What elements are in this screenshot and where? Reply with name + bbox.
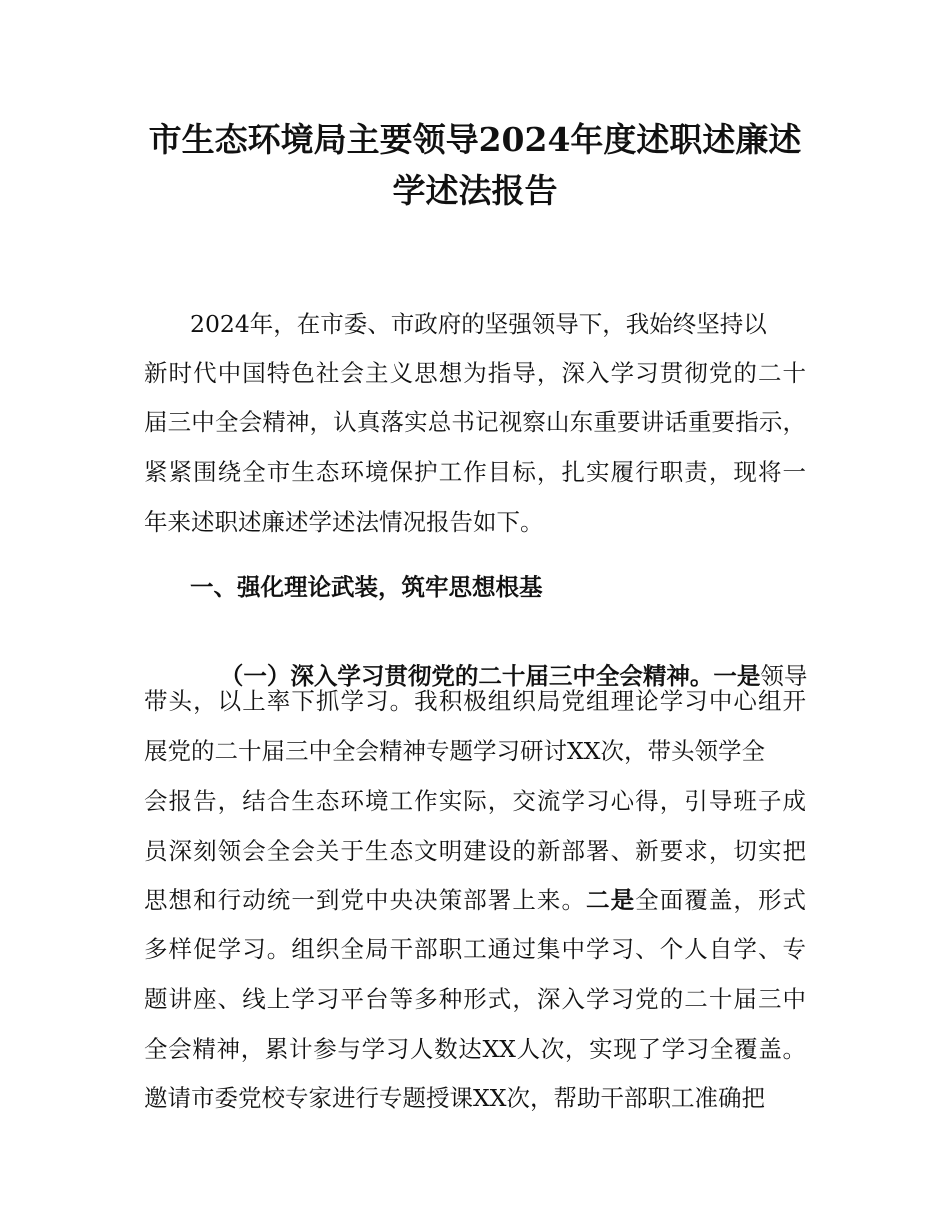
intro-line-3: 届三中全会精神，认真落实总书记视察山东重要讲话重要指示，: [144, 408, 806, 436]
intro-line-1: 2024年，在市委、市政府的坚强领导下，我始终坚持以: [190, 310, 767, 338]
body-line-1: 带头，以上率下抓学习。我积极组织局党组理论学习中心组开: [144, 687, 806, 715]
intro-line-4: 紧紧围绕全市生态环境保护工作目标，扎实履行职责，现将一: [144, 458, 806, 486]
body-line-5-text: 思想和行动统一到党中央决策部署上来。: [144, 886, 587, 914]
intro-line-5: 年来述职述廉述学述法情况报告如下。: [144, 508, 544, 536]
document-title-line-2: 学述法报告: [392, 171, 558, 210]
section-heading: 一、强化理论武装，筑牢思想根基: [190, 573, 543, 601]
point-one-label: 一是: [713, 661, 761, 690]
point-two-label: 二是: [586, 886, 636, 914]
body-line-2: 展党的二十届三中全会精神专题学习研讨XX次，带头领学全: [144, 737, 765, 765]
body-line-9: 邀请市委党校专家进行专题授课XX次，帮助干部职工准确把: [144, 1084, 765, 1112]
point-one-start: 领导: [760, 661, 808, 690]
body-line-4: 员深刻领会全会关于生态文明建设的新部署、新要求，切实把: [144, 837, 806, 865]
intro-line-2: 新时代中国特色社会主义思想为指导，深入学习贯彻党的二十: [144, 359, 806, 387]
body-line-7: 题讲座、线上学习平台等多种形式，深入学习党的二十届三中: [144, 985, 806, 1013]
subsection-heading: （一）深入学习贯彻党的二十届三中全会精神。: [219, 661, 714, 690]
body-line-6: 多样促学习。组织全局干部职工通过集中学习、个人自学、专: [144, 935, 806, 963]
body-line-8: 全会精神，累计参与学习人数达XX人次，实现了学习全覆盖。: [144, 1035, 806, 1063]
body-line-5: [144, 886, 807, 914]
point-two-start: 全面覆盖，形式: [635, 886, 807, 914]
document-title-line-1: 市生态环境局主要领导2024年度述职述廉述: [148, 120, 802, 159]
body-line-3: 会报告，结合生态环境工作实际，交流学习心得，引导班子成: [144, 787, 806, 815]
